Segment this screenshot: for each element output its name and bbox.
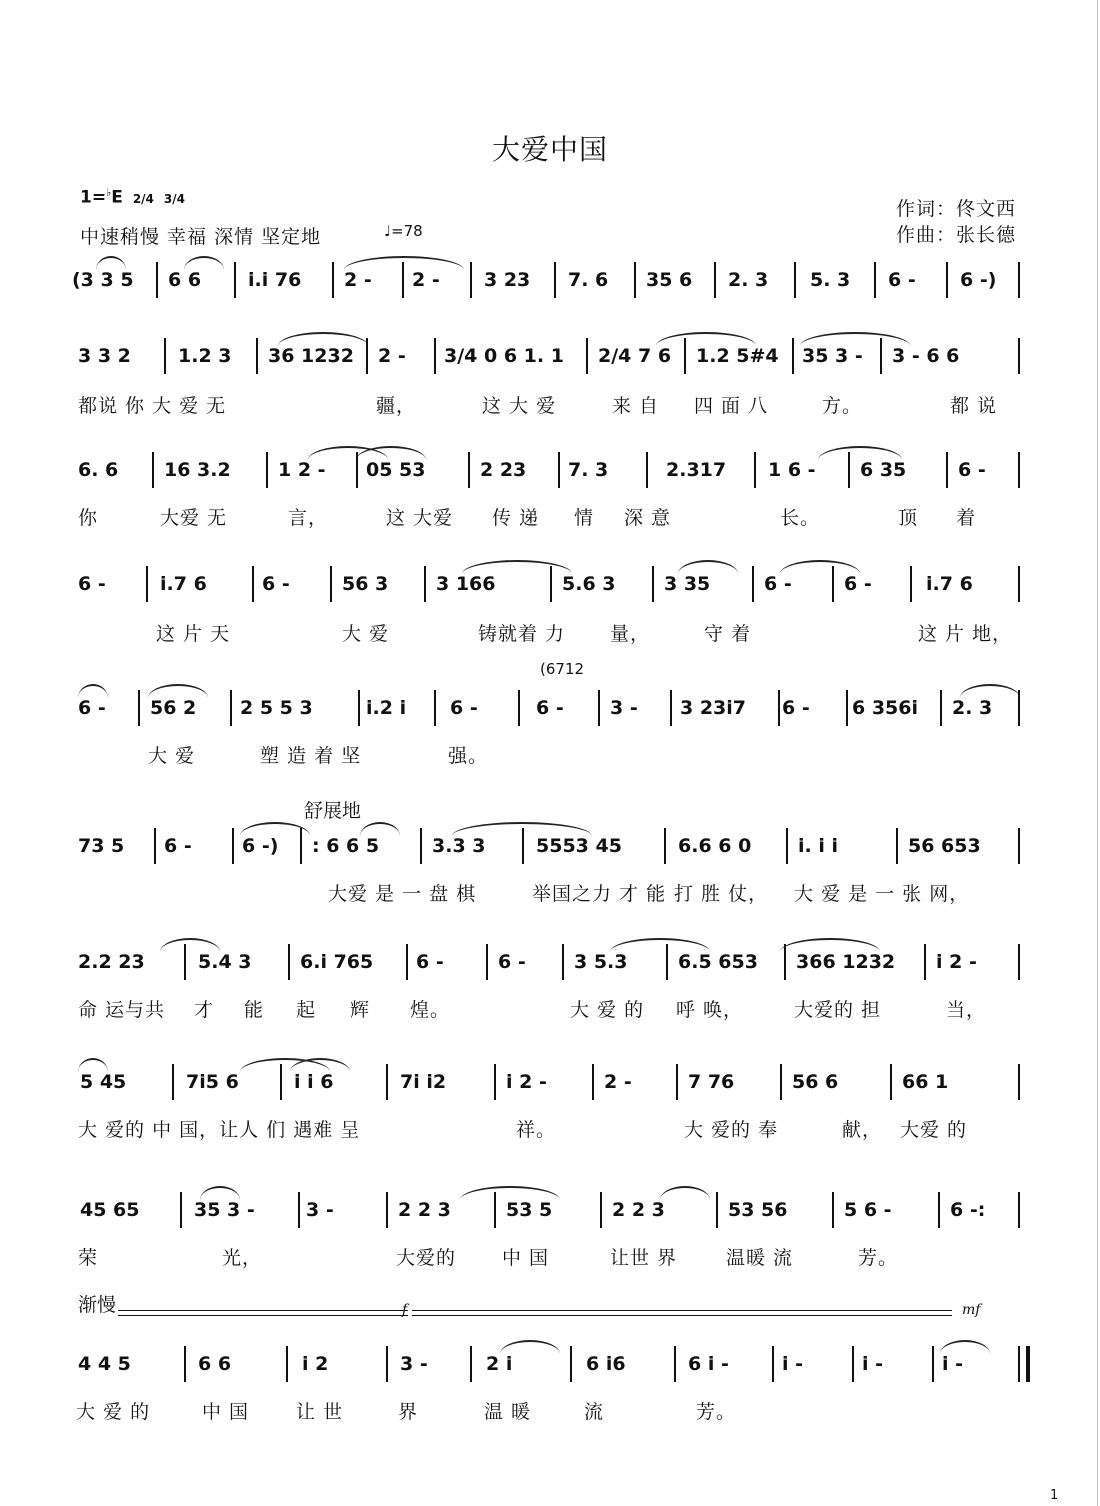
note-group: 4 4 5: [78, 1353, 131, 1375]
lyric-row: [60, 1108, 1060, 1152]
barline: [772, 1346, 774, 1382]
lyric-word: 大爱 无: [160, 507, 228, 529]
note-group: 3 23: [484, 269, 531, 291]
lyric-word: 能: [244, 999, 265, 1021]
note-group: 5.4 3: [198, 951, 252, 973]
barline: [780, 1064, 782, 1100]
note-group: 3 5.3: [574, 951, 628, 973]
notation-row: [60, 448, 1060, 492]
dynamic-mezzo-forte: mf: [962, 1302, 981, 1318]
lyric-word: 大 爱 的: [570, 999, 645, 1021]
note-group: 53 56: [728, 1199, 788, 1221]
barline: [554, 262, 556, 298]
lyric-word: 呼 唤，: [676, 999, 744, 1021]
note-group: 6.5 653: [678, 951, 758, 973]
note-group: 2 i: [486, 1353, 513, 1375]
note-group: 3 - 6 6: [892, 345, 960, 367]
note-group: 16 3.2: [164, 459, 231, 481]
lyric-word: 大 爱: [148, 745, 196, 767]
note-group: 35 3 -: [802, 345, 863, 367]
barline: [1018, 1064, 1020, 1100]
barline: [298, 1192, 300, 1228]
lyric-word: 中 国: [502, 1247, 550, 1269]
composer-credit: 作曲：张长德: [896, 224, 1017, 246]
lyric-word: 顶: [898, 507, 919, 529]
note-group: 6 -: [536, 697, 564, 719]
barline: [754, 452, 756, 488]
lyric-word: 塑 造 着 坚: [260, 745, 362, 767]
barline: [792, 338, 794, 374]
lyric-word: 方。: [822, 395, 863, 417]
barline: [1018, 828, 1020, 864]
expression-ritardando: 渐慢: [78, 1294, 117, 1316]
barline: [420, 828, 422, 864]
barline: [232, 828, 234, 864]
note-group: 2 5 5 3: [240, 697, 313, 719]
barline: [890, 1064, 892, 1100]
lyric-word: 这 片 天: [156, 623, 231, 645]
barline: [286, 1346, 288, 1382]
lyric-word: 四 面 八: [694, 395, 769, 417]
note-group: 3 -: [400, 1353, 428, 1375]
barline: [468, 452, 470, 488]
barline: [664, 828, 666, 864]
note-group: 2.317: [666, 459, 727, 481]
lyric-row: [60, 1390, 1060, 1434]
song-title: 大爱中国: [491, 133, 608, 166]
lyric-word: 流: [584, 1401, 605, 1423]
note-group: 2 2 3: [398, 1199, 451, 1221]
note-group: 6 6: [168, 269, 202, 291]
barline: [940, 690, 942, 726]
note-group: 7i i2: [400, 1071, 447, 1093]
ossia-notes: (6712: [540, 660, 585, 678]
barline: [386, 1192, 388, 1228]
note-group: i.i 76: [248, 269, 302, 291]
note-group: 6 -: [958, 459, 986, 481]
barline: [494, 1064, 496, 1100]
note-group: i.7 6: [160, 573, 207, 595]
decrescendo-hairpin: [412, 1310, 952, 1316]
barline: [230, 690, 232, 726]
note-group: 2.2 23: [78, 951, 145, 973]
barline: [1018, 338, 1020, 374]
lyric-word: 大 爱 是 一 张 网，: [794, 883, 970, 905]
lyric-word: 守 着: [704, 623, 752, 645]
barline: [252, 566, 254, 602]
barline: [332, 262, 334, 298]
notation-row: [60, 334, 1060, 378]
barline: [674, 1346, 676, 1382]
note-group: 7 76: [688, 1071, 735, 1093]
lyric-word: 煌。: [410, 999, 451, 1021]
note-group: 366 1232: [796, 951, 896, 973]
lyric-word: 长。: [780, 507, 821, 529]
lyric-word: 都说 你 大 爱 无: [78, 395, 227, 417]
note-group: 3 -: [610, 697, 638, 719]
barline: [946, 452, 948, 488]
note-group: 6 i6: [586, 1353, 626, 1375]
barline: [1018, 262, 1020, 298]
lyric-row: [60, 1236, 1060, 1280]
barline: [874, 262, 876, 298]
barline: [256, 338, 258, 374]
lyric-row: [60, 384, 1060, 428]
note-group: 2 2 3: [612, 1199, 665, 1221]
lyric-word: 献，: [842, 1119, 883, 1141]
barline: [646, 452, 648, 488]
lyric-word: 铸就着 力: [478, 623, 566, 645]
lyric-word: 光，: [222, 1247, 263, 1269]
note-group: (3 3 5: [72, 269, 134, 291]
barline: [1018, 452, 1020, 488]
note-group: 3/4 0 6 1. 1: [444, 345, 564, 367]
barline: [406, 944, 408, 980]
barline: [138, 690, 140, 726]
note-group: 6 -: [844, 573, 872, 595]
note-group: 7. 6: [568, 269, 609, 291]
lyric-word: 打 胜 仗，: [674, 883, 769, 905]
note-group: 2 23: [480, 459, 527, 481]
lyric-word: 大 爱的 中 国，让人 们 遇难 呈: [78, 1119, 361, 1141]
barline: [924, 944, 926, 980]
note-group: 3 3 2: [78, 345, 131, 367]
note-group: 1 2 -: [278, 459, 326, 481]
note-group: i 2: [302, 1353, 329, 1375]
lyric-word: 命 运与共: [78, 999, 166, 1021]
metronome-mark: ♩=78: [384, 222, 423, 240]
crescendo-hairpin: [118, 1310, 408, 1316]
lyric-word: 情: [574, 507, 595, 529]
barline: [586, 338, 588, 374]
barline: [358, 690, 360, 726]
lyric-word: 温 暖: [484, 1401, 532, 1423]
lyric-row: [60, 988, 1060, 1032]
barline: [558, 452, 560, 488]
barline: [910, 566, 912, 602]
lyric-word: 大爱 的: [900, 1119, 968, 1141]
lyricist-credit: 作词：佟文西: [896, 198, 1017, 220]
barline: [832, 1192, 834, 1228]
note-group: 5. 3: [810, 269, 851, 291]
barline: [234, 262, 236, 298]
lyric-word: 荣: [78, 1247, 99, 1269]
note-group: 6 -): [960, 269, 997, 291]
lyric-word: 这 大 爱: [482, 395, 557, 417]
barline: [570, 1346, 572, 1382]
note-group: 66 1: [902, 1071, 949, 1093]
barline: [154, 828, 156, 864]
lyric-word: 大爱的 担: [794, 999, 882, 1021]
note-group: 53 5: [506, 1199, 553, 1221]
expression-expansive: 舒展地: [304, 800, 362, 822]
key-note: E: [111, 187, 123, 208]
barline: [486, 944, 488, 980]
lyric-word: 你: [78, 507, 99, 529]
key-label: 1=: [80, 187, 107, 208]
barline: [794, 262, 796, 298]
barline: [786, 828, 788, 864]
note-group: 6 6: [198, 1353, 232, 1375]
barline: [424, 566, 426, 602]
lyric-word: 疆，: [376, 395, 417, 417]
note-group: i i 6: [294, 1071, 334, 1093]
barline: [518, 690, 520, 726]
barline: [164, 338, 166, 374]
note-group: i.2 i: [366, 697, 407, 719]
barline: [778, 690, 780, 726]
tempo-marking: 中速稍慢 幸福 深情 坚定地: [80, 226, 322, 248]
meter-a: 2/4: [132, 191, 154, 206]
barline: [172, 1064, 174, 1100]
note-group: 3 35: [664, 573, 711, 595]
lyric-word: 来 自: [612, 395, 660, 417]
lyric-word: 芳。: [696, 1401, 737, 1423]
lyric-word: 传 递: [492, 507, 540, 529]
lyric-word: 大爱 是 一 盘 棋: [328, 883, 477, 905]
lyric-word: 都 说: [950, 395, 998, 417]
barline: [852, 1346, 854, 1382]
note-group: 56 3: [342, 573, 389, 595]
note-group: 6 -: [78, 573, 106, 595]
note-group: 6 -: [764, 573, 792, 595]
note-group: : 6 6 5: [312, 835, 380, 857]
note-group: 7i5 6: [186, 1071, 239, 1093]
note-group: 6 356i: [852, 697, 919, 719]
note-group: 3 23i7: [680, 697, 747, 719]
note-group: 5.6 3: [562, 573, 616, 595]
note-group: 6 -: [498, 951, 526, 973]
lyric-word: 大爱的: [396, 1247, 457, 1269]
barline: [846, 690, 848, 726]
note-group: 6.6 6 0: [678, 835, 752, 857]
barline: [434, 690, 436, 726]
barline: [932, 1346, 934, 1382]
lyric-word: 当，: [946, 999, 987, 1021]
note-group: i. i i: [798, 835, 838, 857]
lyric-word: 这 片 地，: [918, 623, 1013, 645]
page-edge: [1097, 0, 1098, 1506]
notation-row: [60, 1342, 1060, 1386]
notation-row: [60, 686, 1060, 730]
note-group: 6. 6: [78, 459, 119, 481]
note-group: 3.3 3: [432, 835, 486, 857]
page-number: 1: [1050, 1488, 1059, 1503]
lyric-word: 大 爱: [342, 623, 390, 645]
note-group: i -: [942, 1353, 964, 1375]
barline: [386, 1064, 388, 1100]
note-group: 2 -: [412, 269, 440, 291]
note-group: 1 6 -: [768, 459, 816, 481]
lyric-word: 这 大爱: [386, 507, 454, 529]
note-group: 36 1232: [268, 345, 354, 367]
barline: [1018, 944, 1020, 980]
note-group: 2 -: [604, 1071, 632, 1093]
barline: [676, 1064, 678, 1100]
flat-sign: ♭: [106, 186, 112, 199]
barline: [1018, 1346, 1030, 1382]
note-group: 6 -: [262, 573, 290, 595]
barline: [652, 566, 654, 602]
note-group: 35 6: [646, 269, 693, 291]
note-group: 56 6: [792, 1071, 839, 1093]
barline: [592, 1064, 594, 1100]
lyric-word: 让世 界: [610, 1247, 678, 1269]
note-group: 5 6 -: [844, 1199, 892, 1221]
note-group: 2. 3: [728, 269, 769, 291]
note-group: 05 53: [366, 459, 426, 481]
lyric-word: 举国之力 才 能: [532, 883, 667, 905]
lyric-word: 祥。: [516, 1119, 557, 1141]
barline: [146, 566, 148, 602]
note-group: 73 5: [78, 835, 125, 857]
barline: [288, 944, 290, 980]
lyric-word: 温暖 流: [726, 1247, 794, 1269]
key-signature: [80, 186, 185, 208]
meter-b: 3/4: [163, 191, 185, 206]
barline: [634, 262, 636, 298]
note-group: 2 -: [378, 345, 406, 367]
note-group: 2. 3: [952, 697, 993, 719]
note-group: 6 -: [78, 697, 106, 719]
lyric-word: 大 爱的 奉: [684, 1119, 779, 1141]
barline: [266, 452, 268, 488]
lyric-word: 起: [296, 999, 317, 1021]
barline: [180, 1192, 182, 1228]
barline: [600, 1192, 602, 1228]
note-group: 6 -): [242, 835, 279, 857]
note-group: 6 i -: [688, 1353, 729, 1375]
barline: [896, 828, 898, 864]
note-group: i.7 6: [926, 573, 973, 595]
note-group: 3 166: [436, 573, 496, 595]
note-group: i 2 -: [936, 951, 977, 973]
lyric-word: 芳。: [858, 1247, 899, 1269]
barline: [1018, 1192, 1020, 1228]
note-group: 6.i 765: [300, 951, 374, 973]
barline: [714, 262, 716, 298]
note-group: 6 -: [164, 835, 192, 857]
note-group: 2/4 7 6: [598, 345, 672, 367]
barline: [156, 262, 158, 298]
lyric-word: 大 爱 的: [76, 1401, 151, 1423]
barline: [386, 1346, 388, 1382]
dynamic-forte: f: [402, 1302, 408, 1318]
note-group: 56 653: [908, 835, 981, 857]
note-group: i -: [862, 1353, 884, 1375]
note-group: 7. 3: [568, 459, 609, 481]
note-group: 6 -: [416, 951, 444, 973]
barline: [598, 690, 600, 726]
lyric-word: 才: [194, 999, 215, 1021]
note-group: 6 -: [888, 269, 916, 291]
lyric-word: 界: [398, 1401, 419, 1423]
lyric-word: 辉: [350, 999, 371, 1021]
note-group: 6 -: [782, 697, 810, 719]
barline: [470, 1346, 472, 1382]
note-group: 2 -: [344, 269, 372, 291]
lyric-word: 深 意: [624, 507, 672, 529]
barline: [1018, 566, 1020, 602]
note-group: 45 65: [80, 1199, 140, 1221]
note-group: 5 45: [80, 1071, 127, 1093]
barline: [946, 262, 948, 298]
note-group: 1.2 3: [178, 345, 232, 367]
notation-row: [60, 1060, 1060, 1104]
note-group: i 2 -: [506, 1071, 547, 1093]
barline: [470, 262, 472, 298]
barline: [752, 566, 754, 602]
lyric-word: 让 世: [296, 1401, 344, 1423]
lyric-row: [60, 612, 1060, 656]
note-group: 6 -: [450, 697, 478, 719]
lyric-word: 量，: [610, 623, 651, 645]
lyric-row: [60, 734, 1060, 778]
note-group: 56 2: [150, 697, 197, 719]
note-group: 35 3 -: [194, 1199, 255, 1221]
barline: [716, 1192, 718, 1228]
barline: [562, 944, 564, 980]
barline: [184, 1346, 186, 1382]
lyric-word: 中 国: [202, 1401, 250, 1423]
lyric-row: [60, 496, 1060, 540]
lyric-row: [60, 872, 1060, 916]
lyric-word: 着: [956, 507, 977, 529]
barline: [152, 452, 154, 488]
note-group: 1.2 5#4: [696, 345, 779, 367]
note-group: i -: [782, 1353, 804, 1375]
barline: [938, 1192, 940, 1228]
barline: [330, 566, 332, 602]
note-group: 3 -: [306, 1199, 334, 1221]
lyric-word: 强。: [448, 745, 489, 767]
barline: [434, 338, 436, 374]
barline: [670, 690, 672, 726]
lyric-word: 言，: [288, 507, 329, 529]
note-group: 6 -:: [950, 1199, 986, 1221]
note-group: 5553 45: [536, 835, 622, 857]
note-group: 6 35: [860, 459, 907, 481]
